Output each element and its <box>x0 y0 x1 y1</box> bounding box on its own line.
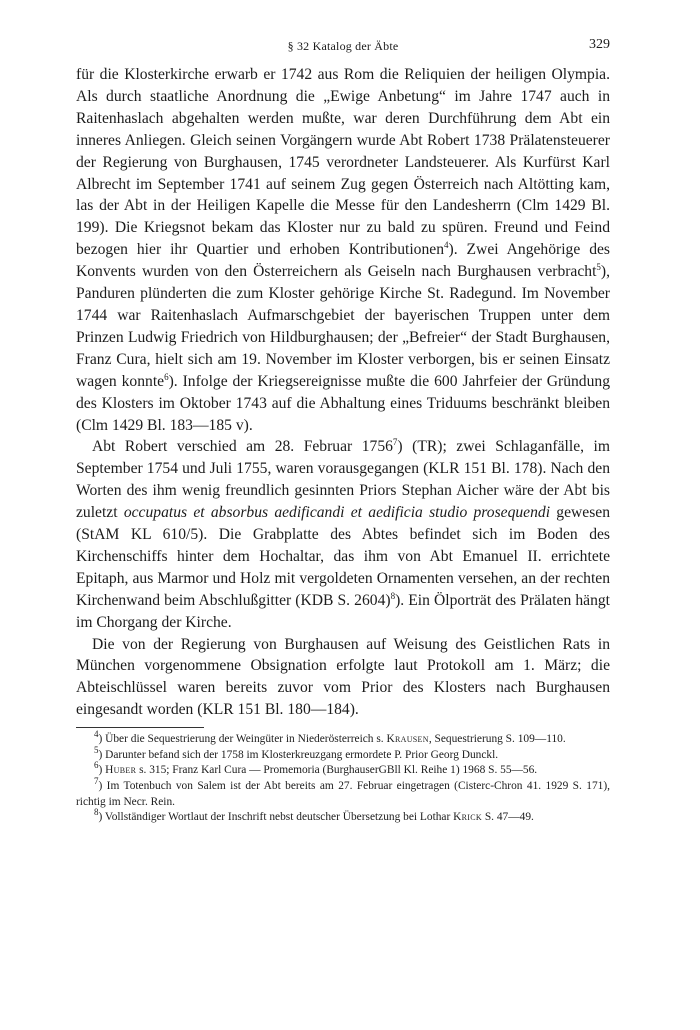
footnotes <box>76 729 610 826</box>
text-run: ) Im Totenbuch von Salem ist der Abt bereits am 27. Februar eingetragen (Cisterc-Chron 41. 1929 S. 171), richtig im Necr. Rein. <box>76 779 610 808</box>
footnote-marker: 5 <box>596 261 601 272</box>
paragraph <box>76 436 610 633</box>
text-run: ). Zwei Angehörige des Konvents wurden von den Österreichern als Geiseln nach Burghausen verbracht <box>76 241 610 281</box>
main-text <box>76 64 610 721</box>
paragraph <box>76 64 610 436</box>
text-run: ) (TR); zwei Schlaganfälle, im September 1754 und Juli 1755, waren vorausgegangen (KLR 151 Bl. 178). Nach den Worten des ihm wenig freundlich gesinnten Priors Stephan Aicher wäre der Abt bis zuletzt <box>76 438 610 522</box>
footnote-marker: 6 <box>94 760 99 771</box>
running-title: § 32 Katalog der Äbte <box>287 39 399 53</box>
page-number: 329 <box>589 37 610 52</box>
footnote-marker: 5 <box>94 744 99 755</box>
text-run: ). Ein Ölporträt des Prälaten hängt im Chorgang der Kirche. <box>76 591 611 631</box>
footnote-marker: 4 <box>444 240 449 251</box>
text-run: , Sequestrierung S. 109—110. <box>428 733 566 746</box>
footnote-separator <box>76 727 204 728</box>
footnote-marker: 7 <box>94 776 99 787</box>
footnote-marker: 4 <box>94 729 99 740</box>
text-run: Die von der Regierung von Burghausen auf Weisung des Geistlichen Rats in München vorgenommene Obsignation erfolgte laut Protokoll am 1. März; die Abteischlüssel waren bereits zuvor vom Prior des Klosters nach Burghausen eingesandt worden (KLR 151 Bl. 180—184). <box>76 635 610 719</box>
text-run: ) Vollständiger Wortlaut der Inschrift nebst deutscher Übersetzung bei Lothar <box>98 811 454 824</box>
text-run: ). Infolge der Kriegsereignisse mußte die 600 Jahrfeier der Gründung des Klosters im Oktober 1743 auf die Abhaltung eines Triduums beschränkt bleiben (Clm 1429 Bl. 183—185 v). <box>76 372 610 434</box>
text-run: für die Klosterkirche erwarb er 1742 aus Rom die Reliquien der heiligen Olympia. Als durch staatliche Anordnung die „Ewige Anbetung“ im Jahre 1747 auch in Raitenhaslach abgehalten werden mußte, war deren Durchführung dem Abt ein inneres Anliegen. Gleich seinen Vorgängern wurde Abt Robert 1738 Prälatensteuerer der Regierung von Burghausen, 1745 verordneter Landsteuerer. Als Kurfürst Karl Albrecht im September 1741 auf seinem Zug gegen Österreich nach Altötting kam, las der Abt in der Heiligen Kapelle die Messe für den Landesherrn (Clm 1429 Bl. 199). Die Kriegsnot bekam das Kloster nur zu bald zu spüren. Freund und Feind bezogen hier ihr Quartier und erhoben Kontributionen <box>76 66 610 259</box>
text-run: gewesen (StAM KL 610/5). Die Grabplatte des Abtes befindet sich im Boden des Kirchenschiffs hinter dem Hochaltar, das ihm von Abt Emanuel II. errichtete Epitaph, aus Marmor und Holz mit vergoldeten Ornamenten versehen, an der rechten Kirchenwand beim Abschlußgitter (KDB S. 2604) <box>76 504 610 609</box>
running-header <box>76 36 610 58</box>
footnote-marker: 8 <box>390 590 396 601</box>
text-run: ) Darunter befand sich der 1758 im Klosterkreuzgang ermordete P. Prior Georg Dunckl. <box>98 748 499 761</box>
text-run: S. 47—49. <box>481 811 534 824</box>
text-run: ), Panduren plünderten die zum Kloster gehörige Kirche St. Radegund. Im November 1744 war Raitenhaslach Aufmarschgebiet der bayerischen Truppen unter dem Prinzen Ludwig Friedrich von Hildburghausen; der „Befreier“ der Stadt Burghausen, Franz Cura, hielt sich am 19. November im Kloster verborgen, bis er seinen Einsatz wagen konnte <box>76 263 610 390</box>
text-run: s. 315; Franz Karl Cura — Promemoria (BurghauserGBll Kl. Reihe 1) 1968 S. 55—56. <box>136 764 538 777</box>
footnote-marker: 6 <box>164 371 169 382</box>
footnote-marker: 7 <box>392 437 398 448</box>
text-run: Abt Robert verschied am 28. Februar 1756 <box>92 438 393 456</box>
footnote-marker: 8 <box>94 807 99 818</box>
paragraph <box>76 634 610 722</box>
text-run: ) <box>98 764 106 777</box>
footnote <box>76 729 610 748</box>
author-name: Huber <box>105 764 137 777</box>
footnote <box>76 760 610 779</box>
footnote <box>76 807 610 826</box>
text-run: ) Über die Sequestrierung der Weingüter in Niederösterreich s. <box>98 733 387 746</box>
footnote <box>76 776 610 810</box>
footnote <box>76 744 610 764</box>
italic-quote: occupatus et absorbus aedificandi et aedificia studio prosequendi <box>123 504 551 522</box>
author-name: Krick <box>453 811 482 824</box>
book-page <box>76 36 610 826</box>
author-name: Krausen <box>386 733 429 746</box>
